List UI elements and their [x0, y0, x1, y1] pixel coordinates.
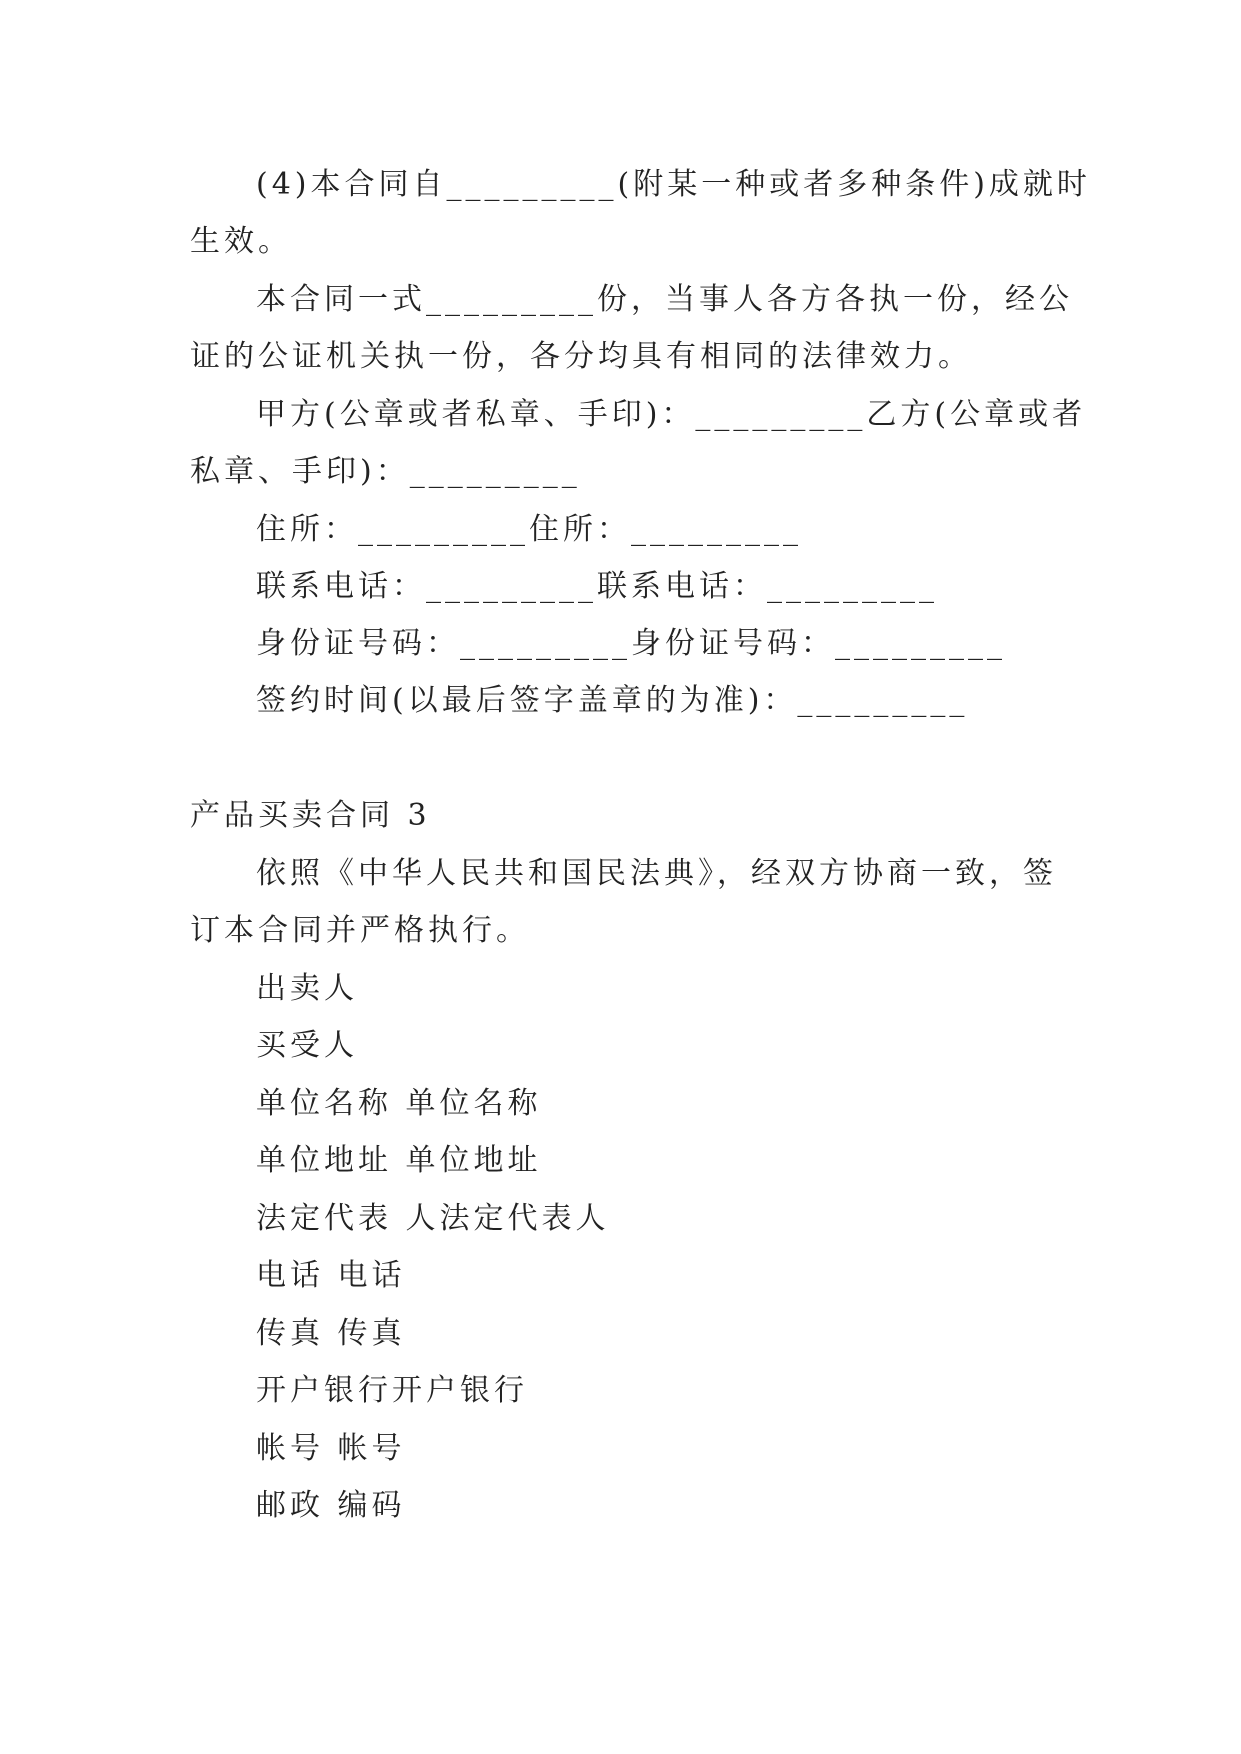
id-number-line: 身份证号码：_________身份证号码：_________: [256, 626, 1006, 661]
field-account: 帐号 帐号: [256, 1431, 406, 1466]
sign-time-line: 签约时间(以最后签字盖章的为准)：_________: [256, 683, 969, 718]
phone-line: 联系电话：_________联系电话：_________: [256, 569, 938, 604]
field-company-name: 单位名称 单位名称: [256, 1086, 542, 1121]
field-seller: 出卖人: [256, 971, 358, 1006]
address-line: 住所：_________住所：_________: [256, 512, 802, 547]
field-fax: 传真 传真: [256, 1316, 406, 1351]
field-company-address: 单位地址 单位地址: [256, 1143, 542, 1178]
field-phone: 电话 电话: [256, 1258, 406, 1293]
copies-line2: 证的公证机关执一份，各分均具有相同的法律效力。: [190, 339, 972, 374]
contract3-title: 产品买卖合同 3: [190, 798, 431, 833]
field-legal-representative: 法定代表 人法定代表人: [256, 1201, 610, 1236]
field-bank: 开户银行开户银行: [256, 1373, 528, 1408]
contract3-intro-line2: 订本合同并严格执行。: [190, 913, 530, 948]
clause4-line2: 生效。: [190, 224, 292, 259]
contract3-intro-line1: 依照《中华人民共和国民法典》，经双方协商一致，签: [256, 856, 1057, 891]
clause4-line1: (4)本合同自_________(附某一种或者多种条件)成就时: [256, 167, 1091, 202]
copies-line1: 本合同一式_________份，当事人各方各执一份，经公: [256, 282, 1073, 317]
party-signature-line2: 私章、手印)：_________: [190, 454, 581, 489]
field-buyer: 买受人: [256, 1028, 358, 1063]
party-signature-line1: 甲方(公章或者私章、手印)：_________乙方(公章或者: [256, 397, 1087, 432]
field-postal-code: 邮政 编码: [256, 1488, 406, 1523]
